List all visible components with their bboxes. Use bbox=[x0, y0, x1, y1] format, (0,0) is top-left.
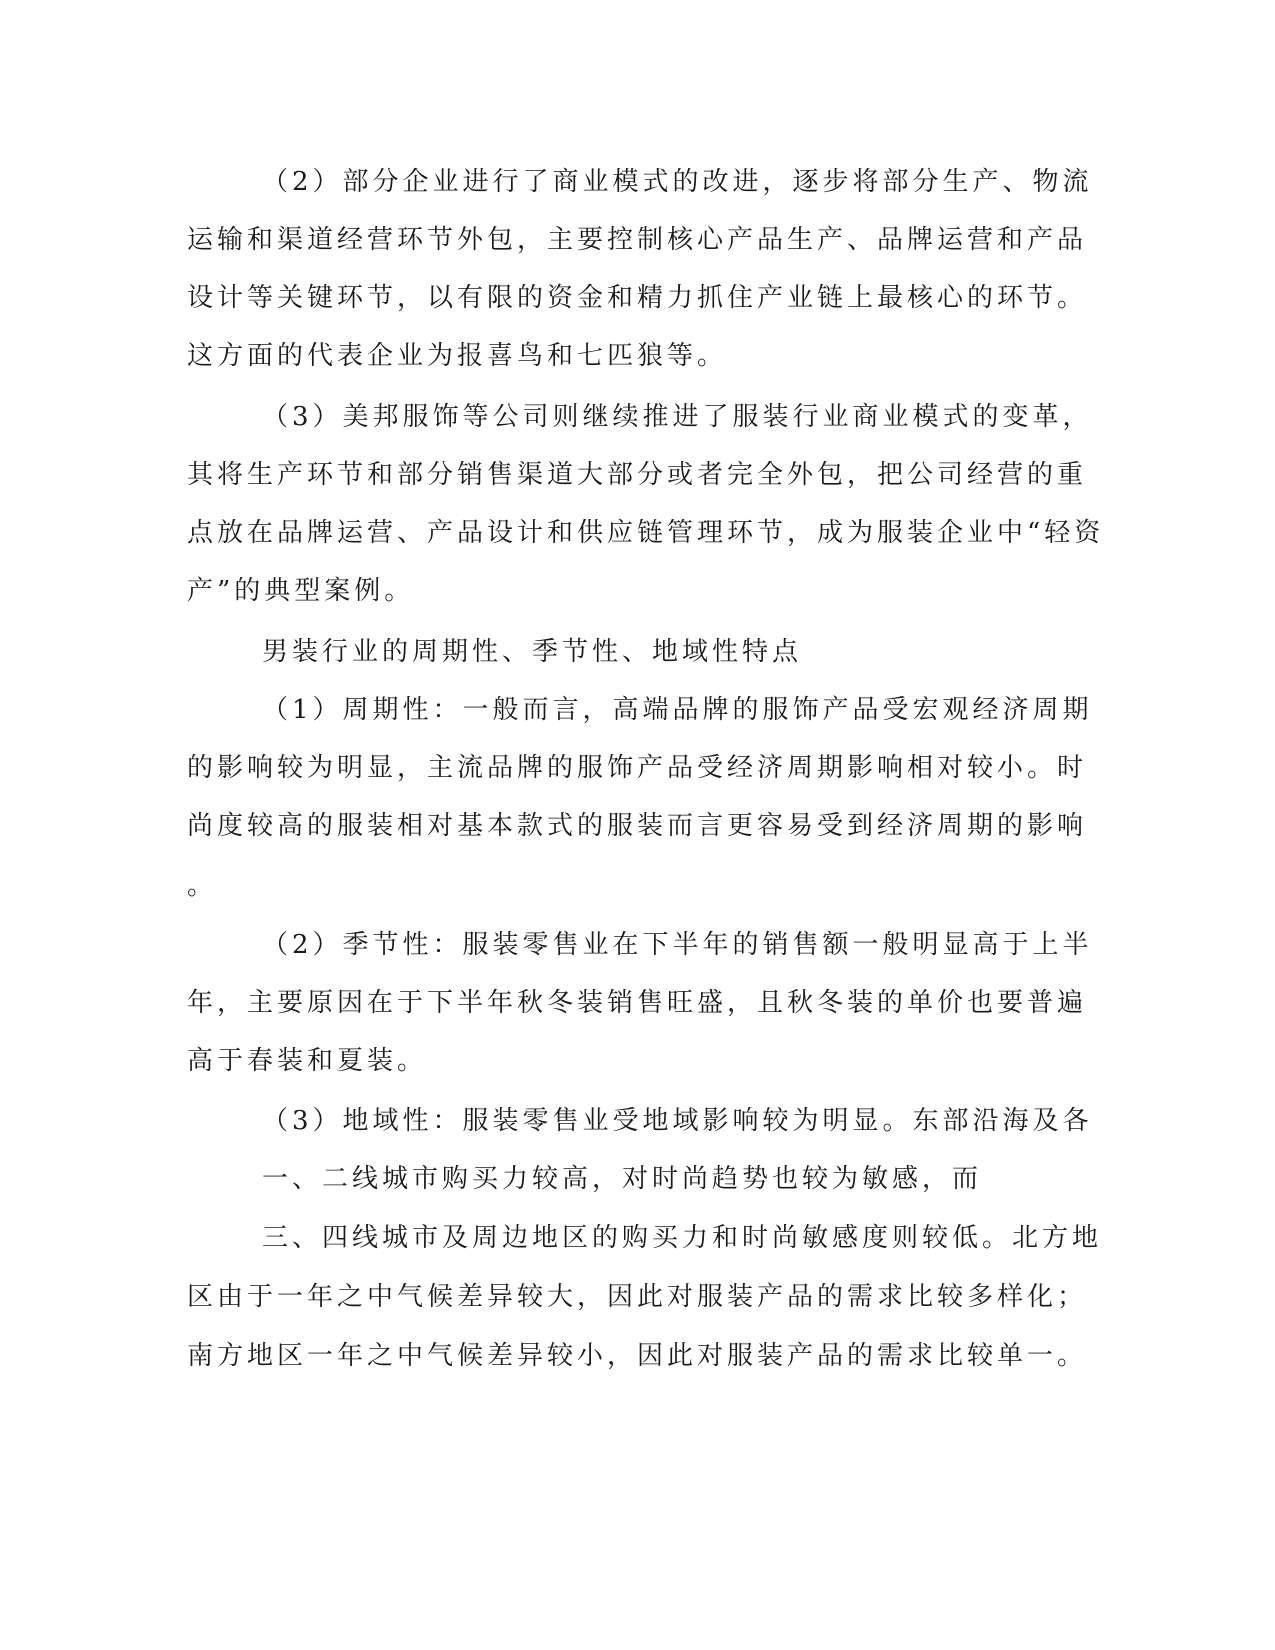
paragraph-2-line-2: 运输和渠道经营环节外包，主要控制核心产品生产、品牌运营和产品 bbox=[187, 225, 1088, 255]
seasonality-line-3: 高于春装和夏装。 bbox=[187, 1046, 428, 1076]
regionality-line-2: 一、二线城市购买力较高，对时尚趋势也较为敏感，而 bbox=[262, 1164, 983, 1194]
cyclicality-line-2: 的影响较为明显，主流品牌的服饰产品受经济周期影响相对较小。时 bbox=[187, 753, 1088, 783]
regionality-line-3: 三、四线城市及周边地区的购买力和时尚敏感度则较低。北方地 bbox=[262, 1223, 1103, 1253]
paragraph-2-line-1: （2）部分企业进行了商业模式的改进，逐步将部分生产、物流 bbox=[262, 167, 1093, 197]
regionality-line-1: （3）地域性：服装零售业受地域影响较为明显。东部沿海及各 bbox=[262, 1106, 1093, 1136]
regionality-line-4: 区由于一年之中气候差异较大，因此对服装产品的需求比较多样化； bbox=[187, 1282, 1088, 1312]
cyclicality-line-1: （1）周期性：一般而言，高端品牌的服饰产品受宏观经济周期 bbox=[262, 695, 1093, 725]
seasonality-line-1: （2）季节性：服装零售业在下半年的销售额一般明显高于上半 bbox=[262, 930, 1093, 960]
paragraph-3-line-2: 其将生产环节和部分销售渠道大部分或者完全外包，把公司经营的重 bbox=[187, 460, 1088, 490]
paragraph-2-line-4: 这方面的代表企业为报喜鸟和七匹狼等。 bbox=[187, 341, 728, 371]
paragraph-3-line-3: 点放在品牌运营、产品设计和供应链管理环节，成为服装企业中“轻资 bbox=[187, 518, 1105, 548]
paragraph-2-line-3: 设计等关键环节，以有限的资金和精力抓住产业链上最核心的环节。 bbox=[187, 283, 1088, 313]
paragraph-3-line-1: （3）美邦服饰等公司则继续推进了服装行业商业模式的变革， bbox=[262, 402, 1093, 432]
seasonality-line-2: 年，主要原因在于下半年秋冬装销售旺盛，且秋冬装的单价也要普遍 bbox=[187, 988, 1088, 1018]
cyclicality-line-3: 尚度较高的服装相对基本款式的服装而言更容易受到经济周期的影响 bbox=[187, 811, 1088, 841]
section-heading: 男装行业的周期性、季节性、地域性特点 bbox=[262, 637, 803, 667]
cyclicality-line-4: 。 bbox=[187, 871, 218, 901]
regionality-line-5: 南方地区一年之中气候差异较小，因此对服装产品的需求比较单一。 bbox=[187, 1341, 1088, 1371]
paragraph-3-line-4: 产”的典型案例。 bbox=[187, 576, 415, 606]
